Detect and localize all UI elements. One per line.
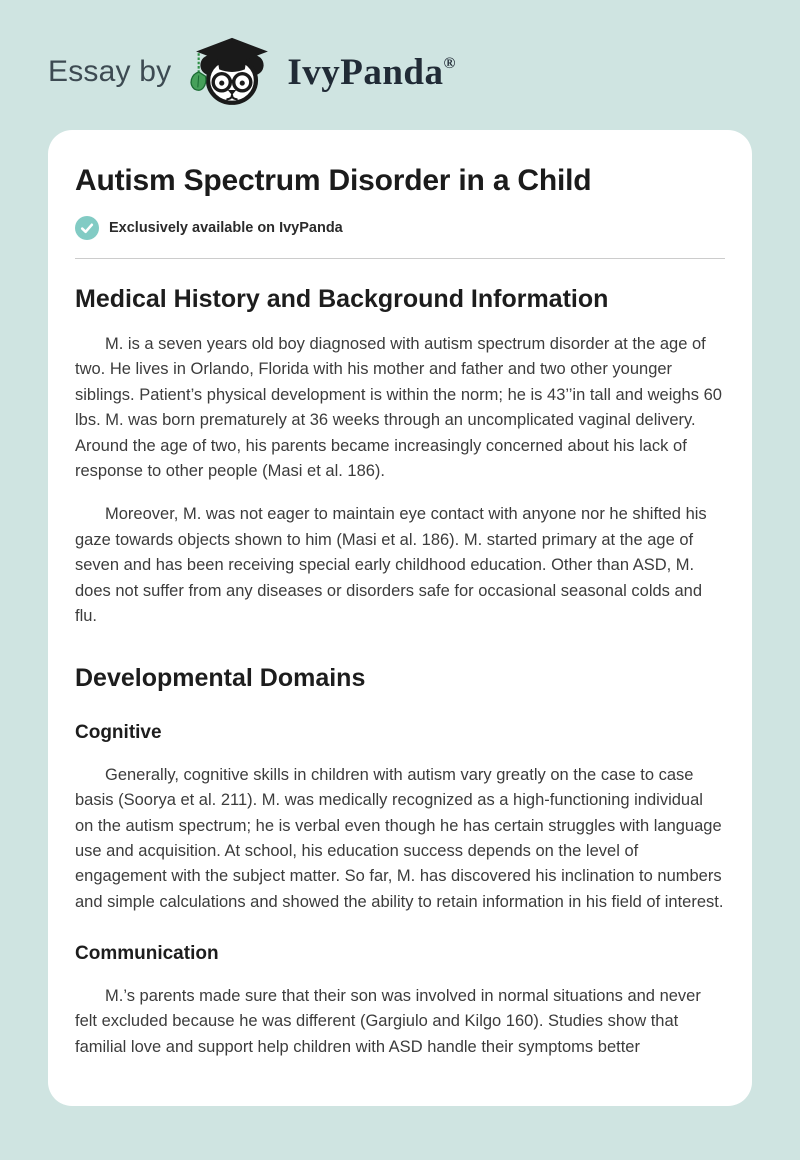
- essay-by-label: Essay by: [48, 55, 172, 88]
- paragraph-communication: M.’s parents made sure that their son was involved in normal situations and never felt excluded because he was different (Gargiulo and Kilgo 160). Studies show that familial love and support help children with ASD handle their symptoms better: [75, 986, 701, 1056]
- essay-title: Autism Spectrum Disorder in a Child: [75, 164, 592, 197]
- brand-text: IvyPanda: [287, 51, 444, 93]
- section-heading-medical-history: Medical History and Background Information: [75, 284, 609, 313]
- essay-card: [48, 130, 752, 1106]
- paragraph-cognitive: Generally, cognitive skills in children with autism vary greatly on the case to case basis (Soorya et al. 211). M. was medically recognized as a high-functioning individual on the autism spectrum; he is verbal even though he has certain struggles with language use and acquisition. At school, his education success depends on the level of engagement with the subject matter. So far, M. has discovered his inclination to numbers and simple calculations and showed the ability to retain information in his field of interest.: [75, 765, 724, 911]
- subsection-heading-communication: Communication: [75, 943, 219, 965]
- brand-logo: [185, 36, 456, 108]
- registered-mark: ®: [443, 54, 456, 72]
- availability-badge: [75, 216, 725, 240]
- brand-name: [287, 51, 456, 93]
- check-circle-icon: [75, 216, 99, 240]
- availability-label: Exclusively available on IvyPanda: [109, 219, 343, 236]
- divider: [75, 258, 725, 259]
- paragraph-medical-history-1: M. is a seven years old boy diagnosed with autism spectrum disorder at the age of two. He lives in Orlando, Florida with his mother and father and two other younger siblings. Patient’s physical development is within the norm; he is 43’’in tall and weighs 60 lbs. M. was born prematurely at 36 weeks through an uncomplicated vaginal delivery. Around the age of two, his parents became increasingly concerned about his lack of response to other people (Masi et al. 186).: [75, 335, 722, 481]
- paragraph-medical-history-2: Moreover, M. was not eager to maintain eye contact with anyone nor he shifted his gaze towards objects shown to him (Masi et al. 186). M. started primary at the age of seven and has been receiving special early childhood education. Other than ASD, M. does not suffer from any diseases or disorders safe for occasional seasonal colds and flu.: [75, 505, 707, 626]
- page-header: [0, 0, 800, 108]
- panda-graduate-logo-icon: [185, 36, 279, 108]
- subsection-heading-cognitive: Cognitive: [75, 721, 162, 743]
- section-heading-developmental-domains: Developmental Domains: [75, 664, 366, 693]
